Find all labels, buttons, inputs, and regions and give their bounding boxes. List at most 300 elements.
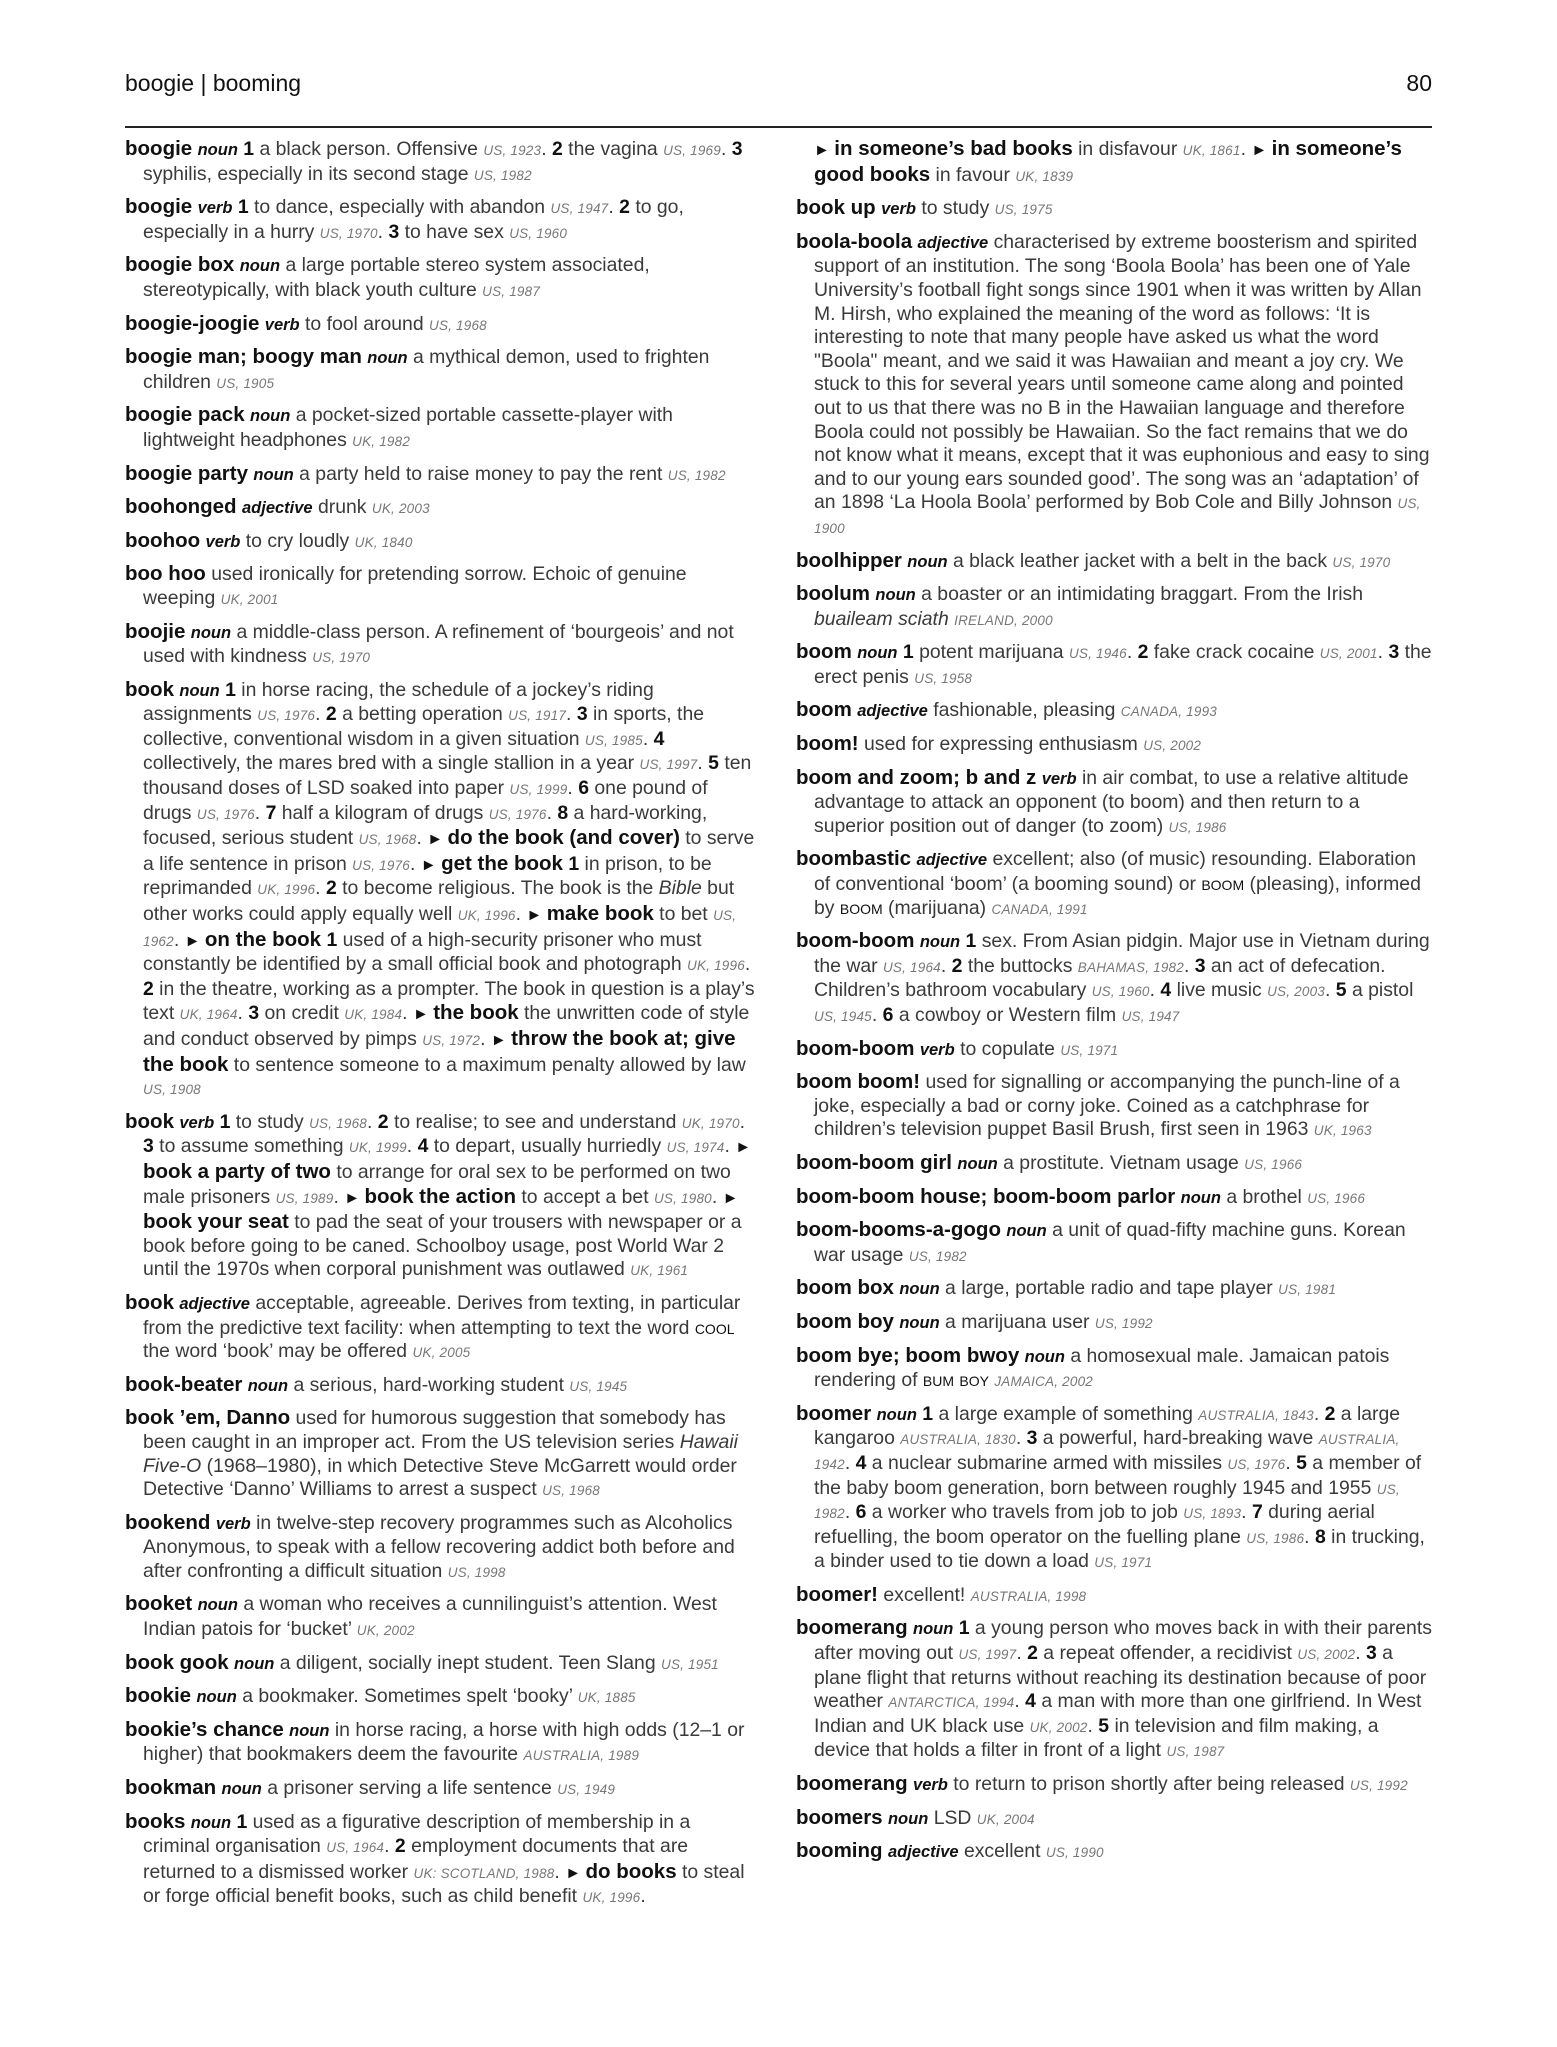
- definition-text: a worker who travels from job to job: [866, 1501, 1184, 1524]
- headword: boom-booms-a-gogo: [796, 1218, 1001, 1242]
- source-citation: US, 1962: [143, 908, 737, 949]
- source-citation: JAMAICA, 2002: [994, 1374, 1093, 1390]
- cross-reference: bum boy: [922, 1369, 989, 1392]
- sense-number: 3: [1366, 1642, 1377, 1665]
- source-citation: US, 1958: [914, 670, 973, 686]
- source-citation: US, 1970: [312, 650, 371, 666]
- sense-number: 3: [248, 1002, 260, 1025]
- part-of-speech: noun: [907, 552, 948, 571]
- sense-number: 1: [922, 1402, 934, 1425]
- sense-number: 7: [1251, 1501, 1263, 1524]
- sense-number: 2: [552, 138, 563, 160]
- source-citation: US, 1968: [358, 832, 417, 848]
- sense-number: 4: [1160, 979, 1172, 1002]
- source-citation: US, 1968: [429, 317, 487, 333]
- phrase-headword: do books: [585, 1859, 677, 1883]
- dictionary-entry: [796, 698, 1432, 724]
- headword: boogie-joogie: [125, 311, 260, 335]
- definition-text: to fool around: [305, 312, 429, 335]
- source-citation: US, 1971: [1060, 1042, 1119, 1058]
- dictionary-entry: [125, 495, 755, 521]
- sense-number: 5: [1098, 1714, 1110, 1737]
- part-of-speech: noun: [221, 1780, 262, 1799]
- part-of-speech: adjective: [241, 499, 313, 518]
- definition-text: used for humorous suggestion that somebody has been caught in an improper act. From the US television series: [143, 1407, 726, 1453]
- left-column: [125, 137, 755, 1918]
- definition-text: .: [844, 1501, 856, 1524]
- definition-text: to dance, especially with abandon: [248, 196, 551, 219]
- source-citation: US, 1964: [882, 959, 941, 975]
- source-citation: US, 1976: [196, 806, 255, 822]
- source-citation: US, 1976: [257, 708, 316, 724]
- part-of-speech: noun: [1006, 1222, 1047, 1241]
- source-citation: UK, 1996: [457, 908, 516, 924]
- headword: boolum: [796, 582, 871, 606]
- definition-text: .: [871, 1004, 883, 1026]
- definition-text: ten thousand doses of LSD soaked into paper: [143, 752, 752, 800]
- source-citation: US, 1949: [557, 1782, 616, 1798]
- definition-text: but other works could apply equally well: [143, 877, 735, 926]
- source-citation: US, 1969: [663, 143, 721, 158]
- sense-number: 3: [576, 703, 588, 726]
- source-citation: US, 1905: [216, 375, 275, 391]
- dictionary-entry: [125, 1718, 755, 1768]
- headword: bookie’s chance: [125, 1717, 284, 1741]
- definition-text: a bookmaker. Sometimes spelt ‘booky’: [242, 1685, 578, 1708]
- definition-text: .: [1241, 1501, 1252, 1524]
- definition-text: .: [541, 138, 552, 160]
- sense-number: 2: [619, 196, 630, 219]
- phrase-headword: get the book: [441, 851, 563, 875]
- sense-number: 1: [237, 196, 249, 219]
- sense-number: 3: [1388, 641, 1400, 664]
- sense-number: 7: [265, 801, 277, 824]
- sense-number: 1: [236, 1810, 248, 1833]
- cross-reference: boom: [839, 896, 883, 919]
- source-citation: UK, 1964: [179, 1007, 238, 1023]
- source-citation: US, 1945: [569, 1378, 628, 1394]
- source-citation: US, 1970: [319, 225, 378, 241]
- definition-text: .: [254, 801, 266, 824]
- definition-text: used for expressing enthusiasm: [864, 733, 1144, 756]
- dictionary-entry: [796, 1151, 1432, 1177]
- phrase-headword: in someone’s good books: [814, 137, 1402, 186]
- source-citation: UK, 2002: [1029, 1719, 1088, 1735]
- definition-text: to go, especially in a hurry: [143, 196, 684, 243]
- definition-text: a man with more than one girlfriend. In West Indian and UK black use: [814, 1690, 1422, 1737]
- source-citation: US, 1992: [1349, 1778, 1408, 1794]
- source-citation: BAHAMAS, 1982: [1077, 959, 1184, 975]
- dictionary-entry: [125, 1684, 755, 1710]
- headword: boo hoo: [125, 562, 206, 586]
- phrase-marker-icon: ►: [427, 831, 448, 849]
- headword: boom: [796, 698, 852, 722]
- definition-text: a black leather jacket with a belt in the back: [953, 549, 1333, 572]
- source-citation: UK, 1999: [348, 1140, 407, 1156]
- headword: bookie: [125, 1684, 192, 1708]
- headword: book gook: [125, 1650, 229, 1674]
- source-citation: UK, 1963: [1313, 1123, 1372, 1139]
- source-citation: UK, 2001: [220, 591, 279, 607]
- headword: boomers: [796, 1805, 883, 1829]
- source-citation: UK, 2002: [356, 1623, 415, 1639]
- phrase-headword: book your seat: [143, 1210, 289, 1234]
- source-citation: AUSTRALIA, 1830: [900, 1432, 1016, 1448]
- dictionary-entry: [796, 196, 1432, 222]
- definition-text: a boaster or an intimidating braggart. From the Irish: [921, 583, 1364, 606]
- sense-number: 2: [1027, 1642, 1038, 1665]
- part-of-speech: verb: [919, 1040, 955, 1059]
- sense-number: 1: [219, 1110, 231, 1133]
- source-citation: US, 1966: [1244, 1156, 1303, 1172]
- definition-text: a large kangaroo: [814, 1402, 1401, 1450]
- phrase-marker-icon: ►: [412, 1006, 434, 1024]
- part-of-speech: noun: [196, 1688, 237, 1707]
- definition-text: in prison, to be reprimanded: [143, 852, 712, 900]
- source-citation: US, 1982: [814, 1481, 1400, 1522]
- dictionary-entry: [125, 195, 755, 245]
- definition-text: drunk: [318, 496, 372, 519]
- part-of-speech: verb: [1041, 769, 1077, 788]
- dictionary-entry: [796, 1070, 1432, 1143]
- dictionary-entry: [125, 620, 755, 670]
- definition-text: to sentence someone to a maximum penalty allowed by law: [228, 1053, 746, 1076]
- definition-text: a nuclear submarine armed with missiles: [866, 1451, 1228, 1474]
- part-of-speech: verb: [179, 1113, 215, 1132]
- source-citation: US, 1992: [1094, 1315, 1153, 1331]
- definition-text: .: [333, 1185, 345, 1208]
- part-of-speech: adjective: [917, 233, 989, 252]
- definition-text: to realise; to see and understand: [388, 1110, 682, 1133]
- source-citation: AUSTRALIA, 1942: [814, 1432, 1400, 1472]
- dictionary-entry: [796, 1806, 1432, 1832]
- sense-number: 2: [1324, 1402, 1336, 1425]
- definition-text: .: [315, 703, 326, 726]
- part-of-speech: noun: [913, 1620, 954, 1639]
- part-of-speech: noun: [367, 349, 408, 368]
- definition-text: potent marijuana: [913, 641, 1069, 664]
- definition-text: live music: [1171, 979, 1268, 1002]
- definition-text: a repeat offender, a recidivist: [1037, 1642, 1298, 1665]
- part-of-speech: verb: [264, 315, 300, 334]
- headword: boogie party: [125, 461, 249, 485]
- definition-text: in sports, the collective, conventional wisdom in a given situation: [143, 703, 705, 750]
- definition-text: a betting operation: [336, 703, 509, 726]
- definition-text: .: [1149, 979, 1161, 1002]
- headword: boom boom!: [796, 1070, 921, 1094]
- source-citation: UK, 1996: [687, 958, 745, 974]
- source-citation: US, 2001: [1319, 646, 1378, 662]
- phrase-marker-icon: ►: [1251, 142, 1272, 159]
- sense-number: 3: [731, 138, 743, 160]
- part-of-speech: noun: [1180, 1188, 1221, 1207]
- definition-text: syphilis, especially in its second stage: [143, 162, 474, 185]
- dictionary-entry: [796, 1839, 1432, 1865]
- dictionary-entry: [125, 253, 755, 303]
- definition-text: the vagina: [562, 138, 664, 160]
- sense-number: 1: [965, 930, 977, 953]
- dictionary-entry: [125, 1511, 755, 1585]
- dictionary-entry: [125, 1110, 755, 1283]
- definition-text: acceptable, agreeable. Derives from texting, in particular from the predictive text facility: when attempting to text the word: [143, 1291, 741, 1339]
- headword: boombastic: [796, 847, 912, 871]
- source-citation: US, 1999: [509, 782, 568, 798]
- definition-text: to arrange for oral sex to be performed on two male prisoners: [143, 1160, 731, 1208]
- definition-text: a woman who receives a cunnilinguist’s attention. West Indian patois for ‘bucket’: [143, 1593, 717, 1641]
- dictionary-entry: [125, 462, 755, 488]
- dictionary-entry: [796, 1772, 1432, 1798]
- source-citation: UK, 1885: [577, 1690, 636, 1706]
- definition-text: to assume something: [153, 1135, 349, 1158]
- source-citation: US, 1972: [422, 1033, 481, 1048]
- dictionary-entry: [125, 1651, 755, 1677]
- part-of-speech: adjective: [916, 851, 988, 870]
- headword: book: [125, 1109, 174, 1133]
- part-of-speech: noun: [234, 1654, 275, 1673]
- dictionary-entry: [796, 582, 1432, 632]
- sense-number: 6: [882, 1004, 894, 1026]
- definition-text: to pad the seat of your trousers with newspaper or a book before going to be caned. Schoolboy usage, post World War 2 until the 1970s when corporal punishment was outlawed: [143, 1211, 742, 1281]
- definition-text: to copulate: [960, 1037, 1061, 1060]
- definition-text: collectively, the mares bred with a single stallion in a year: [143, 752, 640, 775]
- phrase-marker-icon: ►: [565, 1864, 586, 1882]
- source-citation: US, 1960: [509, 225, 568, 241]
- headword: booming: [796, 1839, 883, 1863]
- page-header: [125, 70, 1432, 102]
- headword: books: [125, 1809, 186, 1833]
- part-of-speech: noun: [179, 681, 220, 700]
- dictionary-entry: [796, 1185, 1432, 1211]
- definition-text: excellent!: [883, 1583, 971, 1606]
- dictionary-entry: [125, 1291, 755, 1365]
- source-citation: US, 1976: [1227, 1456, 1286, 1472]
- part-of-speech: noun: [289, 1721, 330, 1740]
- phrase-marker-icon: ►: [490, 1032, 512, 1049]
- definition-text: .: [480, 1028, 491, 1050]
- definition-text: a prisoner serving a life sentence: [267, 1777, 558, 1800]
- definition-text: .: [711, 1185, 723, 1208]
- source-citation: UK, 1996: [582, 1890, 641, 1906]
- phrase-headword: throw the book at; give the book: [143, 1027, 736, 1076]
- definition-text: a young person who moves back in with their parents after moving out: [814, 1617, 1432, 1665]
- part-of-speech: noun: [190, 623, 232, 642]
- source-citation: US, 1971: [1094, 1555, 1153, 1571]
- definition-text: .: [416, 827, 428, 850]
- source-citation: US, 1989: [275, 1190, 334, 1206]
- headword: boolhipper: [796, 548, 902, 572]
- dictionary-entry: [125, 137, 755, 187]
- headword: boogie: [125, 195, 193, 219]
- definition-text: to accept a bet: [516, 1185, 654, 1208]
- definition-text: .: [1014, 1690, 1026, 1713]
- dictionary-entry: [796, 847, 1432, 921]
- definition-text: a serious, hard-working student: [293, 1373, 570, 1396]
- part-of-speech: noun: [957, 1154, 998, 1173]
- definition-text: .: [1377, 641, 1389, 664]
- definition-text: in television and film making, a device that holds a filter in front of a light: [814, 1714, 1379, 1762]
- sense-number: 1: [225, 678, 236, 701]
- definition-text: .: [744, 953, 751, 976]
- source-citation: US, 2002: [1143, 738, 1202, 754]
- source-citation: US, 1990: [1045, 1845, 1104, 1861]
- headword: boomer: [796, 1401, 872, 1425]
- definition-text: .: [642, 727, 654, 750]
- definition-text: a middle-class person. A refinement of ‘bourgeois’ and not used with kindness: [143, 620, 734, 668]
- sense-number: 1: [958, 1617, 970, 1640]
- phrase-marker-icon: ►: [735, 1139, 752, 1157]
- headword: boojie: [125, 619, 186, 643]
- phrase-headword: make book: [546, 902, 654, 926]
- definition-text: the buttocks: [962, 954, 1078, 977]
- phrase-marker-icon: ►: [344, 1189, 365, 1207]
- sense-number: 4: [653, 727, 665, 750]
- definition-text: in twelve-step recovery programmes such as Alcoholics Anonymous, to speak with a fellow recovering addict both before and after confronting a difficult situation: [143, 1511, 735, 1582]
- definition-text: .: [384, 1835, 395, 1858]
- part-of-speech: verb: [197, 199, 233, 218]
- dictionary-entry: [796, 549, 1432, 575]
- source-citation: US, 1960: [1091, 984, 1150, 1000]
- sense-number: 4: [417, 1135, 429, 1158]
- definition-text: a member of the baby boom generation, born between roughly 1945 and 1955: [814, 1451, 1422, 1499]
- source-citation: UK, 1984: [344, 1007, 403, 1023]
- headword: boom!: [796, 732, 859, 756]
- part-of-speech: noun: [876, 1405, 917, 1424]
- definition-text: to study: [230, 1110, 310, 1133]
- source-citation: US, 1997: [639, 757, 698, 773]
- definition-text: a black person. Offensive: [254, 138, 484, 160]
- source-citation: US, 1997: [958, 1647, 1017, 1663]
- headword: book-beater: [125, 1372, 243, 1396]
- definition-text: a plane flight that returns without reaching its destination because of poor weather: [814, 1642, 1427, 1713]
- definition-text: fashionable, pleasing: [933, 699, 1121, 722]
- source-citation: US, 1917: [508, 708, 567, 724]
- source-citation: ANTARCTICA, 1994: [888, 1695, 1015, 1711]
- dictionary-entry: [796, 766, 1432, 840]
- source-citation: US, 2003: [1267, 984, 1325, 1000]
- definition-text: a large example of something: [933, 1402, 1199, 1425]
- headword: boom-boom girl: [796, 1150, 953, 1174]
- dictionary-entry: [125, 1373, 755, 1399]
- definition-text: .: [1304, 1525, 1315, 1548]
- headword: boom-boom: [796, 1036, 915, 1060]
- dictionary-entry: [125, 1406, 755, 1502]
- headword: boomer!: [796, 1582, 878, 1606]
- sense-number: 2: [325, 877, 337, 900]
- definition-text: in disfavour: [1072, 138, 1183, 160]
- definition-text: in trucking, a binder used to tie down a load: [814, 1525, 1425, 1573]
- definition-text: employment documents that are returned to a dismissed worker: [143, 1835, 689, 1883]
- source-citation: US, 1998: [447, 1564, 506, 1580]
- definition-text: .: [940, 954, 952, 977]
- header-rule: [125, 126, 1432, 128]
- source-citation: UK, 1982: [352, 433, 411, 449]
- running-head: boogie | booming: [125, 70, 302, 96]
- phrase-headword: do the book (and cover): [447, 826, 680, 850]
- headword: boom-boom: [796, 929, 915, 953]
- definition-text: in favour: [930, 163, 1016, 186]
- definition-text: a pistol: [1346, 979, 1414, 1002]
- definition-text: half a kilogram of drugs: [276, 801, 489, 824]
- definition-text: .: [237, 1002, 249, 1025]
- definition-text: .: [410, 852, 421, 875]
- headword: boom bye; boom bwoy: [796, 1343, 1020, 1367]
- sense-number: 3: [388, 220, 400, 243]
- source-citation: US, 1982: [473, 167, 532, 183]
- dictionary-entry: [796, 1310, 1432, 1336]
- part-of-speech: verb: [913, 1776, 948, 1795]
- source-citation: IRELAND, 2000: [954, 612, 1053, 628]
- definition-text: .: [844, 1451, 856, 1474]
- definition-text: a homosexual male. Jamaican patois rendering of: [814, 1344, 1390, 1392]
- phrase-headword: in someone’s bad books: [834, 137, 1073, 160]
- definition-text: .: [1285, 1451, 1297, 1474]
- headword: book up: [796, 196, 876, 220]
- part-of-speech: noun: [899, 1313, 940, 1332]
- definition-text: used ironically for pretending sorrow. Echoic of genuine weeping: [143, 563, 687, 609]
- source-citation: UK, 1996: [257, 882, 316, 898]
- definition-text: a large portable stereo system associated, stereotypically, with black youth culture: [143, 254, 650, 301]
- definition-text: .: [402, 1002, 413, 1025]
- entry-continuation: [796, 137, 1432, 188]
- definition-text: .: [566, 703, 577, 726]
- source-citation: UK, 2003: [371, 501, 430, 517]
- headword: bookman: [125, 1776, 217, 1800]
- sense-number: 6: [855, 1501, 867, 1524]
- definition-text: .: [640, 1885, 646, 1908]
- definition-text: to have sex: [399, 220, 510, 243]
- headword: bookend: [125, 1510, 211, 1534]
- sense-number: 1: [568, 852, 580, 875]
- definition-text: the word ‘book’ may be offered: [143, 1340, 413, 1363]
- sense-number: 6: [578, 777, 589, 800]
- definition-text: a brothel: [1226, 1185, 1308, 1208]
- source-citation: US, 1964: [326, 1840, 385, 1856]
- part-of-speech: noun: [247, 1376, 289, 1395]
- part-of-speech: noun: [875, 586, 916, 605]
- source-citation: CANADA, 1991: [991, 901, 1088, 917]
- part-of-speech: adjective: [179, 1294, 250, 1313]
- source-citation: US, 1976: [488, 806, 547, 822]
- definition-text: a unit of quad-fifty machine guns. Korean war usage: [814, 1219, 1406, 1266]
- part-of-speech: noun: [239, 257, 281, 276]
- part-of-speech: noun: [190, 1813, 232, 1832]
- sense-number: 2: [325, 703, 337, 726]
- definition-text: .: [1126, 641, 1138, 664]
- definition-text: .: [1183, 954, 1195, 977]
- headword: boom and zoom; b and z: [796, 765, 1037, 789]
- phrase-headword: book a party of two: [143, 1159, 331, 1183]
- source-citation: US, 1982: [908, 1248, 967, 1264]
- source-citation: US, 1985: [584, 732, 643, 748]
- definition-text: excellent: [963, 1840, 1046, 1863]
- part-of-speech: verb: [205, 532, 241, 551]
- phrase-marker-icon: ►: [526, 907, 547, 925]
- sense-number: 2: [143, 977, 154, 1000]
- source-citation: UK, 1961: [630, 1263, 689, 1279]
- source-citation: US, 1982: [667, 467, 726, 483]
- dictionary-entry: [796, 1276, 1432, 1302]
- source-citation: AUSTRALIA, 1989: [523, 1748, 640, 1764]
- definition-text: in air combat, to use a relative altitude advantage to attack an opponent (to boom) and then return to a superior position out of danger (to zoom): [814, 766, 1409, 837]
- definition-text: .: [1015, 1427, 1027, 1450]
- headword: boola-boola: [796, 229, 913, 253]
- source-citation: AUSTRALIA, 1843: [1198, 1407, 1314, 1423]
- dictionary-entry: [796, 640, 1432, 690]
- dictionary-entry: [125, 345, 755, 395]
- sense-number: 4: [1025, 1690, 1036, 1713]
- source-citation: US, 1981: [1278, 1282, 1337, 1298]
- part-of-speech: noun: [1024, 1347, 1065, 1366]
